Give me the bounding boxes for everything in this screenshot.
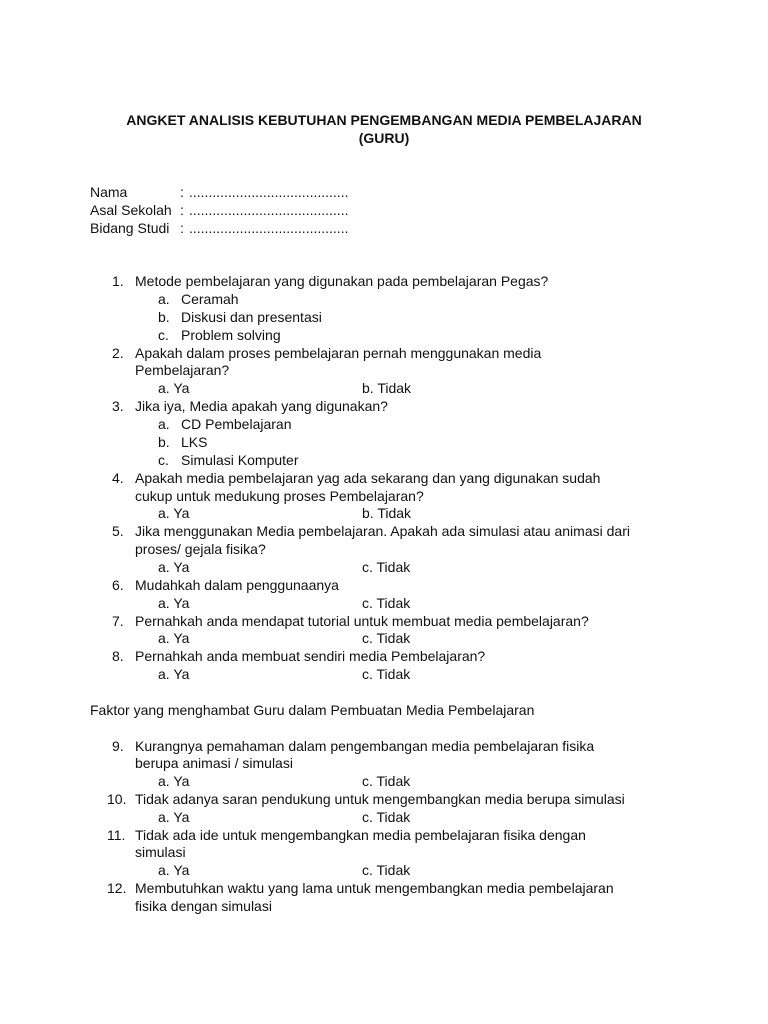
question-text: proses/ gejala fisika? <box>135 541 266 557</box>
option-ya[interactable]: a. Ya <box>158 809 190 825</box>
question-text: Apakah dalam proses pembelajaran pernah menggunakan media <box>135 345 542 361</box>
question-text: Kurangnya pemahaman dalam pengembangan media pembelajaran fisika <box>135 738 595 754</box>
document-subtitle: (GURU) <box>358 130 410 146</box>
question-number: 3. <box>112 398 124 414</box>
identity-label-sekolah: Asal Sekolah <box>90 202 172 218</box>
document-title: ANGKET ANALISIS KEBUTUHAN PENGEMBANGAN MEDIA PEMBELAJARAN <box>126 112 642 128</box>
option-ya[interactable]: a. Ya <box>158 595 190 611</box>
question-text: berupa animasi / simulasi <box>135 755 293 771</box>
question-number: 4. <box>112 470 124 486</box>
question-text: Jika menggunakan Media pembelajaran. Apakah ada simulasi atau animasi dari <box>135 523 630 539</box>
option-ya[interactable]: a. Ya <box>158 666 190 682</box>
question-text: Membutuhkan waktu yang lama untuk mengembangkan media pembelajaran <box>135 880 614 896</box>
option-ya[interactable]: a. Ya <box>158 380 190 396</box>
question-number: 10. <box>107 791 127 807</box>
question-text: Tidak adanya saran pendukung untuk mengembangkan media berupa simulasi <box>135 791 625 807</box>
question-text: Apakah media pembelajaran yag ada sekarang dan yang digunakan sudah <box>135 470 601 486</box>
option-letter: c. <box>158 327 169 343</box>
identity-sep: : <box>180 202 184 218</box>
identity-field-bidang[interactable]: ......................................... <box>189 220 349 236</box>
option-tidak[interactable]: c. Tidak <box>362 666 411 682</box>
option-letter: c. <box>158 452 169 468</box>
option-tidak[interactable]: c. Tidak <box>362 559 411 575</box>
question-number: 7. <box>112 613 124 629</box>
option-cd[interactable]: CD Pembelajaran <box>181 416 292 432</box>
question-text: Pernahkah anda membuat sendiri media Pembelajaran? <box>135 648 486 664</box>
identity-field-nama[interactable]: ......................................... <box>189 184 349 200</box>
question-number: 5. <box>112 523 124 539</box>
option-lks[interactable]: LKS <box>181 434 208 450</box>
question-number: 9. <box>112 738 124 754</box>
option-tidak[interactable]: b. Tidak <box>362 505 412 521</box>
question-text: simulasi <box>135 844 186 860</box>
option-tidak[interactable]: c. Tidak <box>362 809 411 825</box>
option-tidak[interactable]: c. Tidak <box>362 630 411 646</box>
option-tidak[interactable]: b. Tidak <box>362 380 412 396</box>
question-number: 6. <box>112 577 124 593</box>
option-letter: b. <box>158 309 170 325</box>
option-diskusi[interactable]: Diskusi dan presentasi <box>181 309 322 325</box>
question-number: 1. <box>112 273 124 289</box>
option-ya[interactable]: a. Ya <box>158 862 190 878</box>
question-number: 11. <box>107 827 126 843</box>
option-ya[interactable]: a. Ya <box>158 559 190 575</box>
section-heading: Faktor yang menghambat Guru dalam Pembuatan Media Pembelajaran <box>90 702 535 718</box>
option-ya[interactable]: a. Ya <box>158 505 190 521</box>
question-number: 12. <box>107 880 127 896</box>
option-ya[interactable]: a. Ya <box>158 630 190 646</box>
option-ceramah[interactable]: Ceramah <box>181 291 239 307</box>
identity-sep: : <box>180 184 184 200</box>
identity-label-bidang: Bidang Studi <box>90 220 170 236</box>
identity-sep: : <box>180 220 184 236</box>
question-text: Jika iya, Media apakah yang digunakan? <box>135 398 388 414</box>
option-tidak[interactable]: c. Tidak <box>362 773 411 789</box>
option-problem-solving[interactable]: Problem solving <box>181 327 281 343</box>
question-text: Tidak ada ide untuk mengembangkan media pembelajaran fisika dengan <box>135 827 586 843</box>
option-letter: a. <box>158 291 170 307</box>
option-simulasi[interactable]: Simulasi Komputer <box>181 452 299 468</box>
identity-field-sekolah[interactable]: ......................................... <box>189 202 349 218</box>
question-number: 8. <box>112 648 124 664</box>
identity-label-nama: Nama <box>90 184 128 200</box>
option-tidak[interactable]: c. Tidak <box>362 862 411 878</box>
question-number: 2. <box>112 345 124 361</box>
question-text: Mudahkah dalam penggunaanya <box>135 577 339 593</box>
option-letter: a. <box>158 416 170 432</box>
question-text: Pembelajaran? <box>135 362 230 378</box>
option-tidak[interactable]: c. Tidak <box>362 595 411 611</box>
question-text: Pernahkah anda mendapat tutorial untuk membuat media pembelajaran? <box>135 613 589 629</box>
option-ya[interactable]: a. Ya <box>158 773 190 789</box>
option-letter: b. <box>158 434 170 450</box>
question-text: Metode pembelajaran yang digunakan pada pembelajaran Pegas? <box>135 273 549 289</box>
question-text: cukup untuk medukung proses Pembelajaran? <box>135 488 424 504</box>
question-text: fisika dengan simulasi <box>135 898 272 914</box>
